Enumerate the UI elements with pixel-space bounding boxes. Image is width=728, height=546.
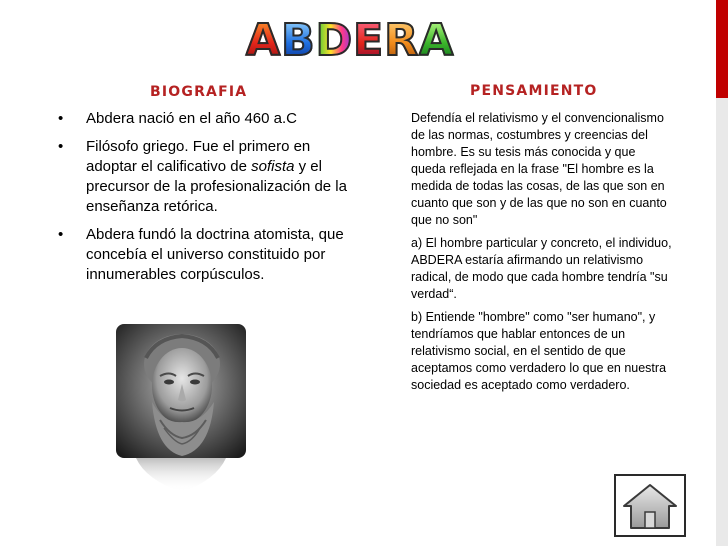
paragraph: a) El hombre particular y concreto, el individuo, ABDERA estaría afirmando un relativismo radical, de modo que cada hombre tendría "su verdad“.	[411, 236, 672, 301]
accent-bar-side	[716, 98, 728, 546]
paragraph: Defendía el relativismo y el convencionalismo de las normas, costumbres y creencias del hombre. Es su tesis más conocida y que queda reflejada en la frase "El hombre es la medida de todas las cosas, de las que son en cuanto que son y de las que no son en cuanto que no son"	[411, 111, 667, 227]
list-item-text: Abdera fundó la doctrina atomista, que concebía el universo constituido por innumerables corpúsculos.	[86, 226, 344, 283]
title-letter: A	[246, 15, 282, 66]
biografia-heading: BIOGRAFIA	[150, 84, 248, 100]
home-icon	[616, 476, 684, 535]
list-item-text: y el precursor de la profesionalización de la enseñanza retórica.	[86, 158, 347, 215]
list-item-text: Filósofo griego. Fue el primero en adoptar el calificativo de	[86, 138, 311, 175]
list-item	[58, 225, 348, 285]
title-letter: B	[281, 15, 316, 66]
slide-title	[246, 15, 455, 66]
pensamiento-heading: PENSAMIENTO	[470, 83, 598, 99]
abdera-portrait	[116, 324, 246, 458]
biography-list	[58, 109, 348, 293]
list-item-text: Abdera nació en el año 460 a.C	[86, 110, 297, 127]
bullet-dot: •	[58, 226, 64, 243]
title-letter: R	[384, 15, 420, 66]
title-letter: D	[315, 15, 354, 66]
bullet-dot: •	[58, 138, 64, 155]
list-item	[58, 137, 348, 217]
list-item-emphasis: sofista	[251, 158, 295, 175]
thought-text	[411, 110, 673, 400]
list-item	[58, 109, 348, 129]
paragraph: b) Entiende "hombre" como "ser humano", y tendríamos que hablar entonces de un relativismo social, en el sentido de que aceptamos como verdadero lo que en nuestra sociedad es aceptado como verdadero.	[411, 310, 667, 392]
portrait-reflection	[116, 458, 246, 492]
bullet-dot: •	[58, 110, 64, 127]
title-letter: A	[419, 15, 455, 66]
home-button[interactable]	[614, 474, 686, 537]
title-letter: E	[353, 15, 385, 66]
accent-bar-top	[716, 0, 728, 98]
